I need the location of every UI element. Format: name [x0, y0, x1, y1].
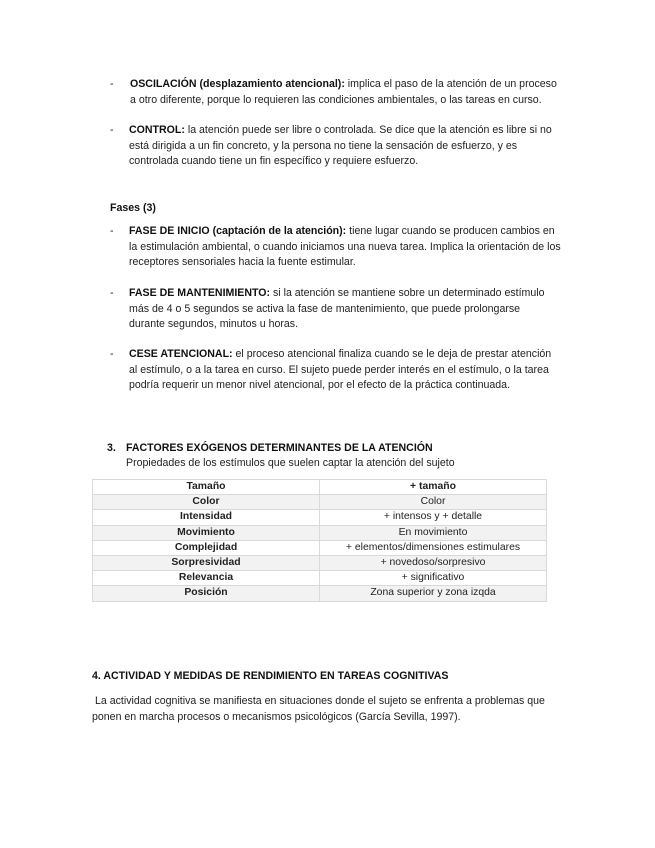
term: CONTROL:: [129, 124, 185, 136]
term: FASE DE INICIO (captación de la atención):: [129, 225, 347, 237]
bullet-dash: -: [110, 124, 114, 136]
list-item-cese-atencional: [110, 347, 562, 394]
table-row: [93, 510, 547, 525]
bullet-dash: -: [110, 287, 114, 299]
table-cell-property: Sorpresividad: [93, 555, 320, 570]
term: CESE ATENCIONAL:: [129, 348, 233, 360]
term: FASE DE MANTENIMIENTO:: [129, 287, 271, 299]
table-cell-property: Relevancia: [93, 571, 320, 586]
term: OSCILACIÓN (desplazamiento atencional):: [130, 78, 345, 90]
fases-heading: Fases (3): [110, 202, 156, 214]
list-item-control: [110, 123, 560, 170]
table-cell-value: En movimiento: [320, 525, 547, 540]
section3-subtitle: Propiedades de los estímulos que suelen captar la atención del sujeto: [126, 457, 455, 469]
table-cell-property: Intensidad: [93, 510, 320, 525]
table-cell-property: Movimiento: [93, 525, 320, 540]
table-cell-value: Color: [320, 495, 547, 510]
bullet-dash: -: [110, 348, 114, 360]
definition: tiene lugar cuando se producen cambios en la estimulación ambiental, o cuando iniciamos una nueva tarea. Implica la orientación de los receptores sensoriales hacia la fuente estimular.: [129, 225, 561, 268]
table-header-row: [93, 480, 547, 495]
table-row: [93, 571, 547, 586]
table-header-cell: Tamaño: [93, 480, 320, 495]
section4-title: 4. ACTIVIDAD Y MEDIDAS DE RENDIMIENTO EN TAREAS COGNITIVAS: [92, 670, 449, 682]
table-row: [93, 525, 547, 540]
table-cell-value: + novedoso/sorpresivo: [320, 555, 547, 570]
table-cell-value: + significativo: [320, 571, 547, 586]
table-row: [93, 495, 547, 510]
table-cell-value: + intensos y + detalle: [320, 510, 547, 525]
list-item-fase-inicio: [110, 224, 562, 271]
table-row: [93, 540, 547, 555]
list-item-fase-mantenimiento: [110, 286, 558, 333]
definition: el proceso atencional finaliza cuando se le deja de prestar atención al estímulo, o a la tarea en curso. El sujeto puede perder interés en el estímulo, o la tarea podría requerir un menor nivel atencional, por el efecto de la práctica continuada.: [129, 348, 552, 391]
bullet-dash: -: [110, 78, 114, 90]
table-cell-value: Zona superior y zona izqda: [320, 586, 547, 601]
table-cell-property: Posición: [93, 586, 320, 601]
definition: implica el paso de la atención de un proceso a otro diferente, porque lo requieren las condiciones ambientales, o las tareas en curso.: [130, 78, 557, 106]
table-cell-property: Complejidad: [93, 540, 320, 555]
section3-number: 3.: [107, 442, 116, 454]
list-item-oscilacion: [110, 77, 560, 108]
table-header-cell: + tamaño: [320, 480, 547, 495]
section4-paragraph: La actividad cognitiva se manifiesta en situaciones donde el sujeto se enfrenta a problemas que ponen en marcha procesos o mecanismos psicológicos (García Sevilla, 1997).: [92, 695, 545, 723]
table-cell-value: + elementos/dimensiones estimulares: [320, 540, 547, 555]
factors-table: [92, 479, 547, 602]
definition: si la atención se mantiene sobre un determinado estímulo más de 4 o 5 segundos se activa la fase de mantenimiento, que puede prolongarse durante segundos, minutos u horas.: [129, 287, 545, 330]
table-cell-property: Color: [93, 495, 320, 510]
table-row: [93, 555, 547, 570]
bullet-dash: -: [110, 225, 114, 237]
definition: la atención puede ser libre o controlada. Se dice que la atención es libre si no está dirigida a un fin concreto, y la persona no tiene la sensación de esfuerzo, y es controlada cuando tiene un fin específico y requiere esfuerzo.: [129, 124, 552, 167]
section3-title: FACTORES EXÓGENOS DETERMINANTES DE LA ATENCIÓN: [126, 442, 433, 454]
table-row: [93, 586, 547, 601]
